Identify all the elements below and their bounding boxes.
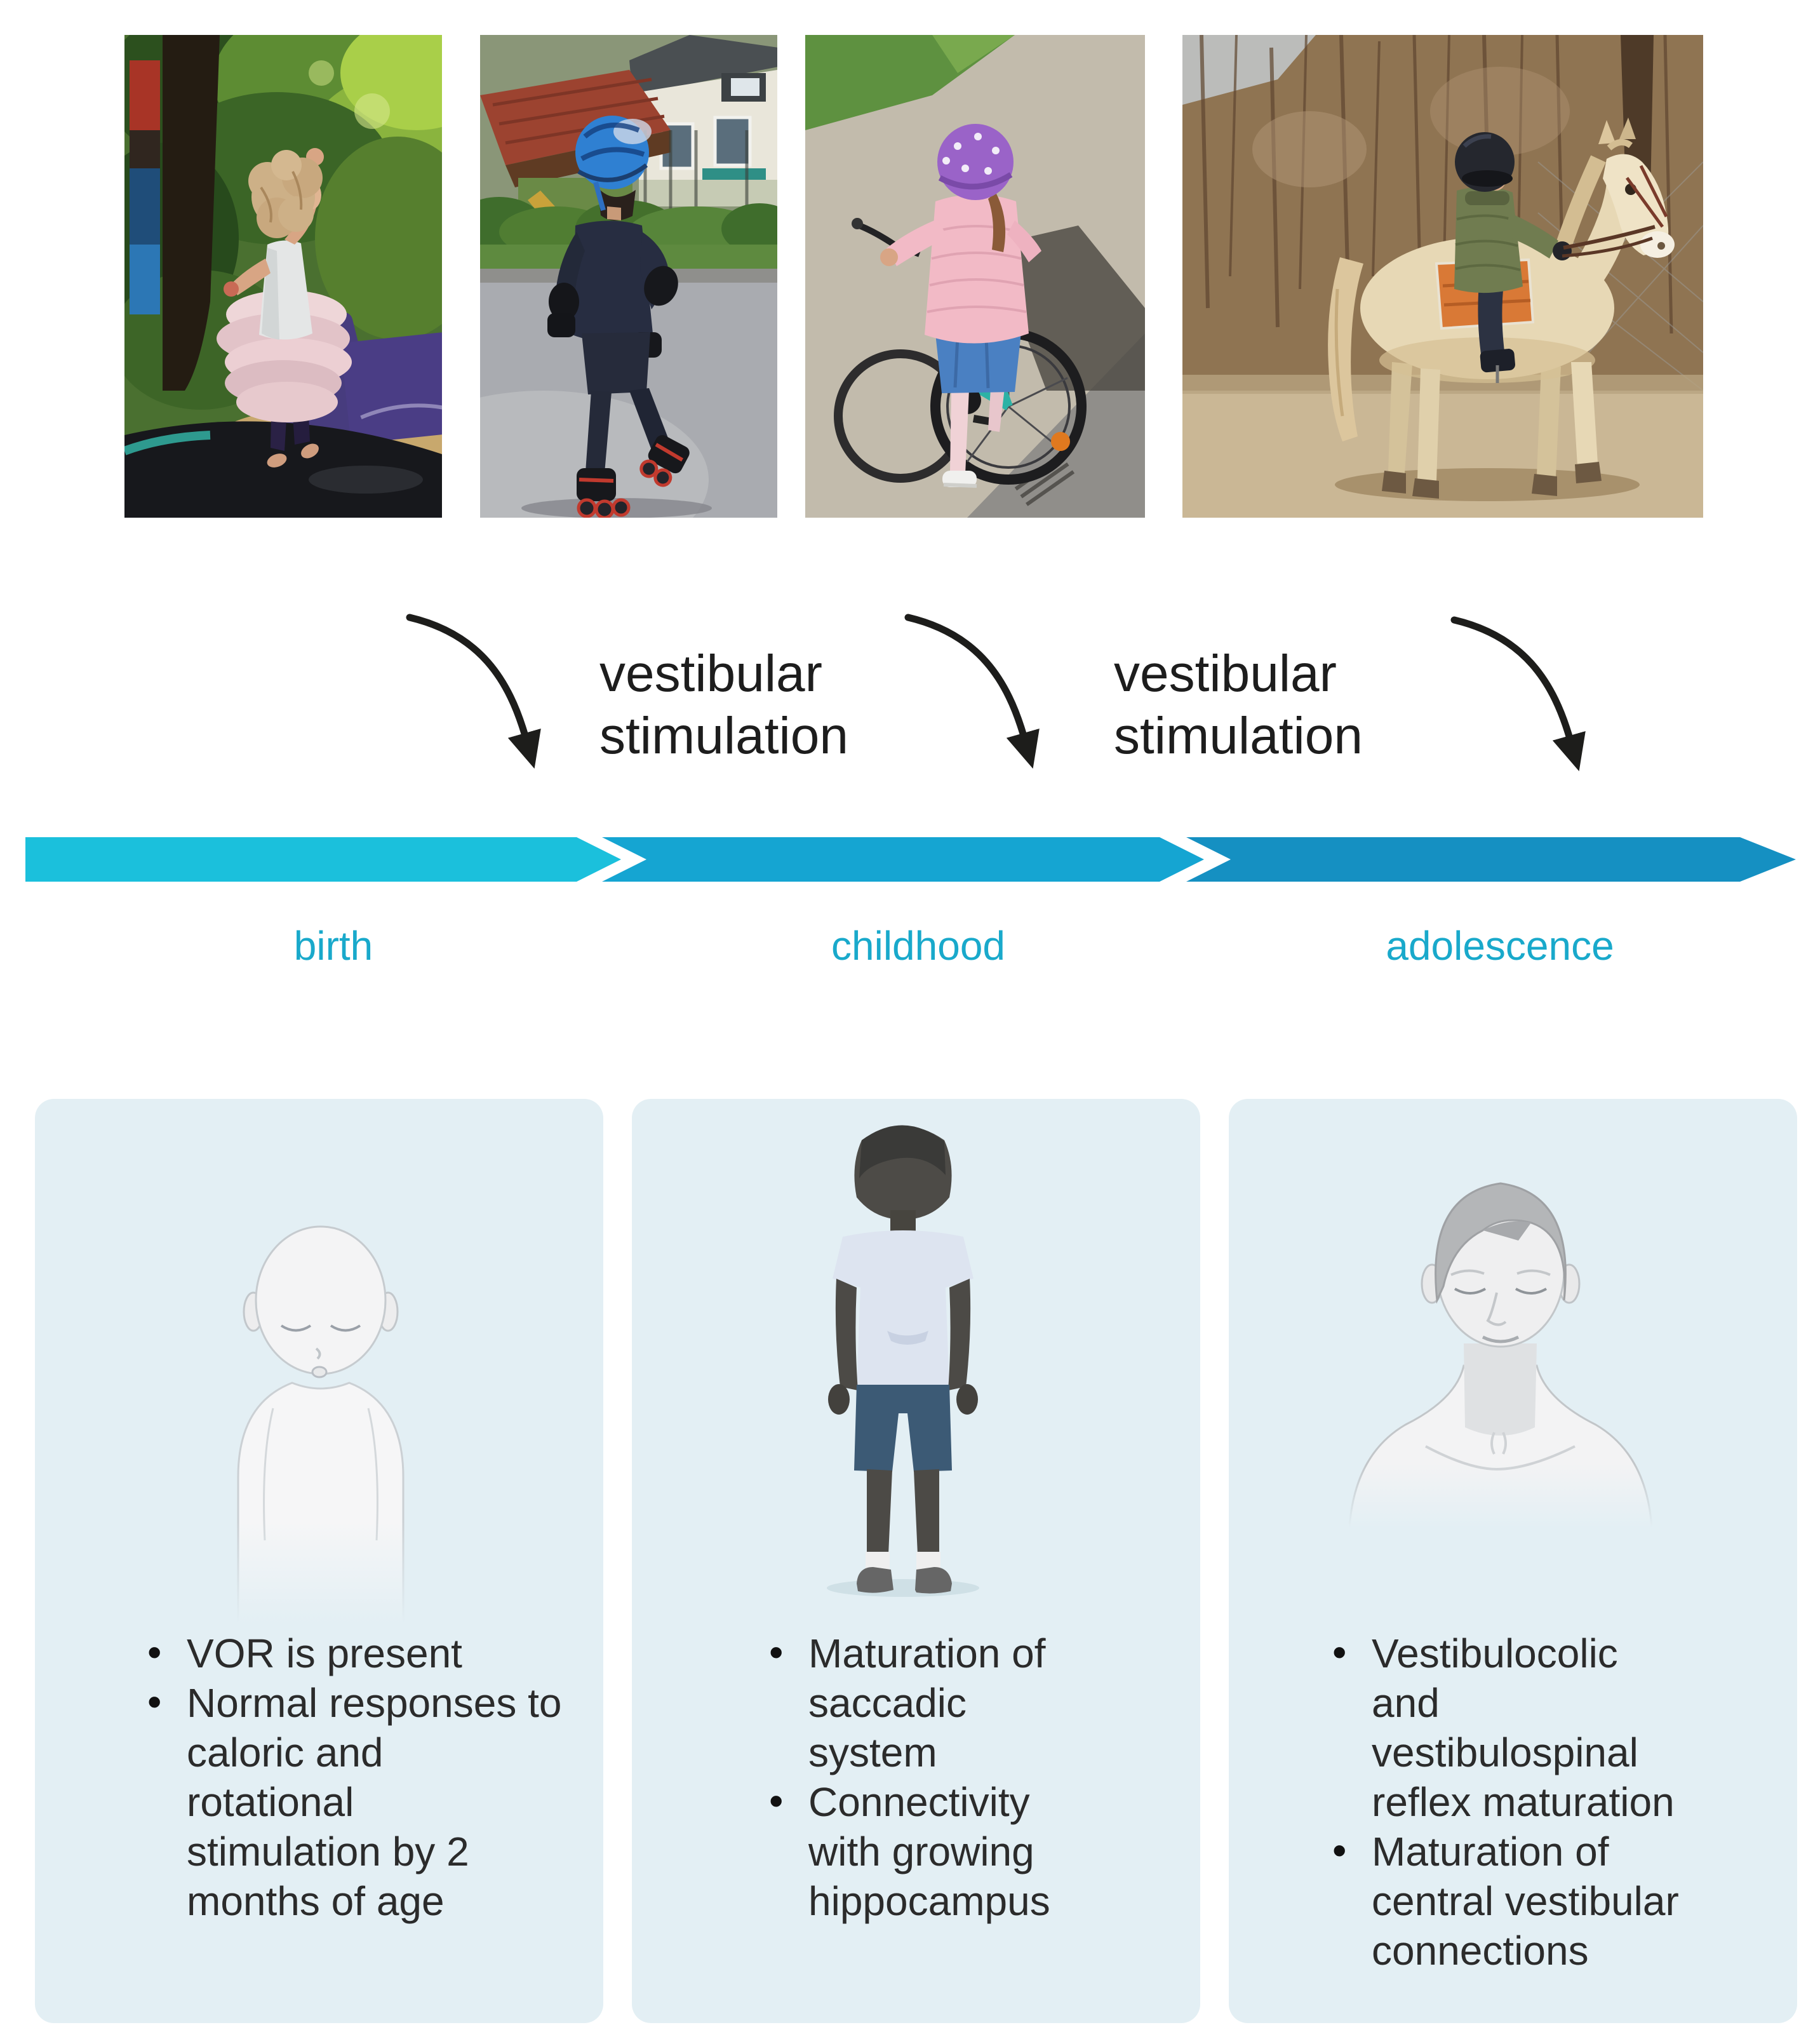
timeline-segment-adolescence <box>1186 837 1796 882</box>
stage-label-birth: birth <box>293 923 373 969</box>
timeline-segment-childhood <box>602 837 1204 882</box>
birth-bullet-list <box>145 1629 561 1926</box>
girl-bicycle-photo <box>805 35 1145 518</box>
bullet-item: • Connectivity with growing hippocampus <box>766 1777 1050 1926</box>
adolescence-bullet-list <box>1330 1629 1679 1975</box>
bullet-item: • Maturation of central vestibular connections <box>1330 1827 1679 1975</box>
stage-label-childhood: childhood <box>831 923 1005 969</box>
bullet-item: • Maturation of saccadic system <box>766 1629 1050 1777</box>
horse-riding-scene <box>1182 35 1703 518</box>
skating-scene <box>480 35 777 518</box>
panel-birth <box>35 1099 603 2023</box>
stage-label-adolescence: adolescence <box>1386 923 1614 969</box>
stimulation-arrows <box>0 597 1820 800</box>
stimulation-label-2: vestibular stimulation <box>1114 645 1363 765</box>
bullet-item: • Normal responses to caloric and rotational stimulation by 2 months of age <box>145 1678 561 1926</box>
panel-childhood <box>632 1099 1200 2023</box>
adolescent-illustration <box>1330 1134 1670 1528</box>
panel-adolescence <box>1229 1099 1797 2023</box>
boy-inline-skating-photo <box>480 35 777 518</box>
curved-arrow-1 <box>410 617 526 738</box>
infant-illustration <box>187 1204 454 1623</box>
curved-arrow-2 <box>908 617 1024 738</box>
stimulation-label-1: vestibular stimulation <box>599 645 848 765</box>
child-horse-riding-photo <box>1182 35 1703 518</box>
bullet-item: • VOR is present <box>145 1629 561 1678</box>
child-illustration <box>798 1115 1008 1598</box>
timeline-segment-birth <box>25 837 621 882</box>
toddler-trampoline-photo <box>124 35 442 518</box>
cycling-scene <box>805 35 1145 518</box>
trampoline-scene <box>124 35 442 518</box>
bullet-item: • Vestibulocolic and vestibulospinal reflex maturation <box>1330 1629 1679 1827</box>
curved-arrow-3 <box>1454 620 1570 741</box>
childhood-bullet-list <box>766 1629 1050 1926</box>
timeline-arrow <box>0 823 1820 899</box>
